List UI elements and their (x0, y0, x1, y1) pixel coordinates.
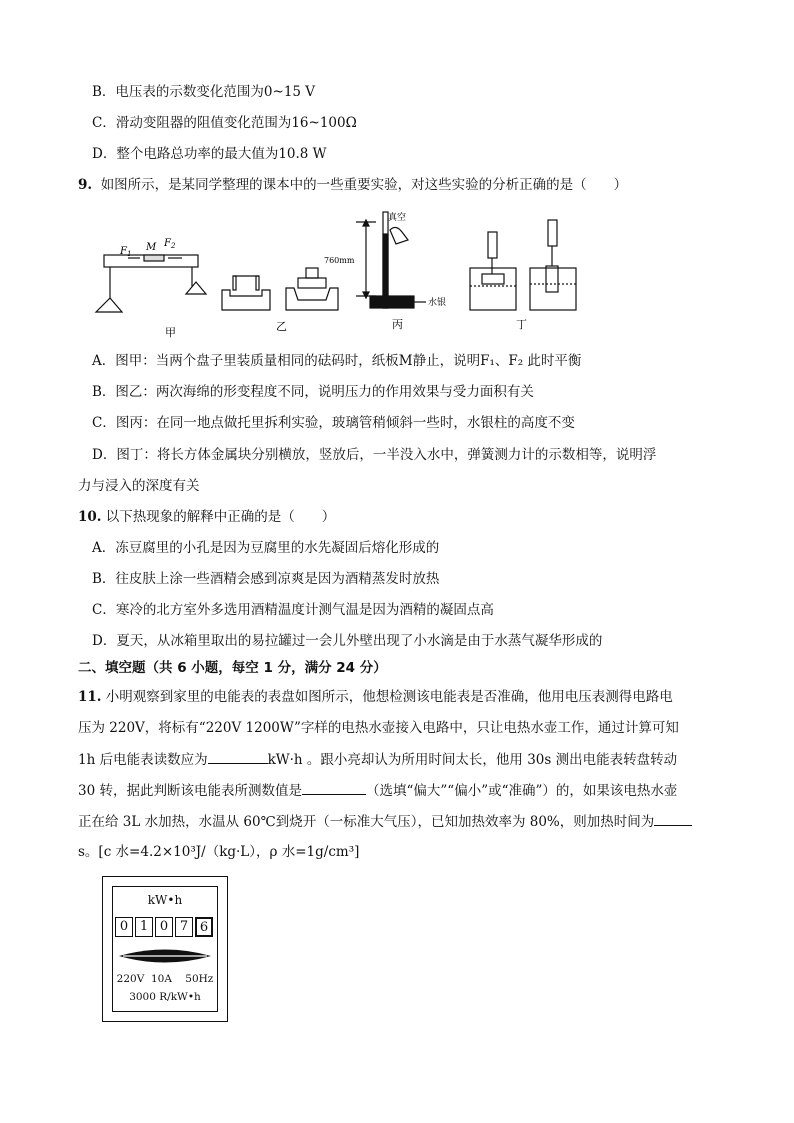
figure-bing (356, 212, 426, 308)
q8-option-b: B．电压表的示数变化范围为0~15 V (92, 84, 316, 100)
label-jia: 甲 (165, 326, 176, 339)
meter-unit: kW•h (147, 893, 183, 907)
meter-digit: 7 (175, 917, 193, 937)
meter-disc-icon (117, 947, 213, 965)
q10-stem-text: 以下热现象的解释中正确的是（ ） (105, 509, 336, 525)
label-760mm: 760mm (324, 256, 355, 265)
meter-face (112, 886, 218, 1012)
label-f1: $F_1$ (120, 246, 132, 258)
q9-option-a: A．图甲：当两个盘子里装质量相同的砝码时，纸板M静止，说明F₁、F₂ 此时平衡 (92, 353, 582, 369)
label-vacuum: 真空 (388, 213, 407, 223)
figure-jia (96, 255, 206, 312)
figure-ding (470, 220, 576, 310)
q9-stem (78, 175, 627, 195)
label-ding: 丁 (516, 318, 527, 331)
answer-blank-1[interactable] (208, 749, 268, 764)
label-mercury: 水银 (428, 298, 447, 308)
q8-option-d: D．整个电路总功率的最大值为10.8 W (92, 146, 327, 162)
q8-option-c: C．滑动变阻器的阻值变化范围为16~100Ω (92, 115, 357, 131)
section-title: 二、填空题（共 6 小题，每空 1 分，满分 24 分） (78, 660, 387, 676)
label-yi: 乙 (276, 320, 287, 333)
q9-number: 9. (78, 177, 93, 193)
q9-option-c: C．图丙：在同一地点做托里拆利实验，玻璃管稍倾斜一些时，水银柱的高度不变 (92, 415, 575, 431)
q11-line3-a: 1h 后电能表读数应为 (78, 752, 208, 768)
q11-line1 (78, 687, 673, 707)
q11-line1-text: 小明观察到家里的电能表的表盘如图所示，他想检测该电能表是否准确，他用电压表测得电路电 (105, 689, 673, 705)
q9-figures (90, 210, 650, 340)
q10-number: 10. (78, 509, 102, 525)
q11-number: 11. (78, 689, 102, 705)
label-m: M (146, 242, 157, 253)
q11-line5 (78, 811, 692, 832)
meter-digit-decimal: 6 (195, 917, 213, 937)
q9-stem-text: 如图所示，是某同学整理的课本中的一些重要实验，对这些实验的分析正确的是（ ） (100, 177, 628, 193)
meter-digit: 0 (155, 917, 173, 937)
q10-option-a: A．冻豆腐里的小孔是因为豆腐里的水先凝固后熔化形成的 (92, 540, 440, 556)
meter-spec-current: 10A (150, 973, 172, 985)
meter-constant: 3000 R/kW•h (129, 991, 201, 1003)
figure-yi (222, 268, 338, 310)
answer-blank-2[interactable] (302, 780, 366, 795)
q11-line3-b: kW·h 。跟小亮却认为所用时间太长，他用 30s 测出电能表转盘转动 (267, 752, 678, 768)
answer-blank-3[interactable] (654, 811, 692, 826)
label-f2: $F_2$ (164, 238, 176, 250)
q11-line4-b: （选填“偏大”“偏小”或“准确”）的，如果该电热水壶 (365, 783, 678, 799)
q9-option-d-line1: D．图丁：将长方体金属块分别横放，竖放后，一半没入水中，弹簧测力计的示数相等，说明浮 (92, 447, 657, 463)
q10-option-d: D．夏天，从冰箱里取出的易拉罐过一会儿外壁出现了小水滴是由于水蒸气凝华形成的 (92, 633, 603, 649)
label-bing: 丙 (392, 318, 403, 331)
meter-specs (113, 973, 217, 985)
q10-option-c: C．寒冷的北方室外多选用酒精温度计测气温是因为酒精的凝固点高 (92, 602, 494, 618)
meter-digit: 1 (135, 917, 153, 937)
q10-stem (78, 507, 335, 527)
q10-option-b: B．往皮肤上涂一些酒精会感到凉爽是因为酒精蒸发时放热 (92, 571, 440, 587)
q9-option-b: B．图乙：两次海绵的形变程度不同，说明压力的作用效果与受力面积有关 (92, 384, 534, 400)
q11-line5-text: 正在给 3L 水加热，水温从 60℃到烧开（一标准大气压），已知加热效率为 80%，则加热时间为 (78, 814, 655, 830)
electricity-meter (102, 876, 228, 1022)
meter-spec-frequency: 50Hz (185, 973, 214, 985)
q11-line4-a: 30 转，据此判断该电能表所测数值是 (78, 783, 302, 799)
q11-line3 (78, 749, 677, 770)
q11-line4 (78, 780, 677, 801)
q11-line2: 压为 220V，将标有“220V 1200W”字样的电热水壶接入电路中，只让电热水壶工作，通过计算可知 (78, 720, 679, 736)
q11-line6: s。[c 水=4.2×10³J/（kg·L），ρ 水=1g/cm³] (78, 844, 360, 860)
experiment-figures (90, 210, 650, 340)
meter-digit: 0 (115, 917, 133, 937)
q9-option-d-line2: 力与浸入的深度有关 (78, 478, 200, 494)
meter-spec-voltage: 220V (116, 973, 145, 985)
